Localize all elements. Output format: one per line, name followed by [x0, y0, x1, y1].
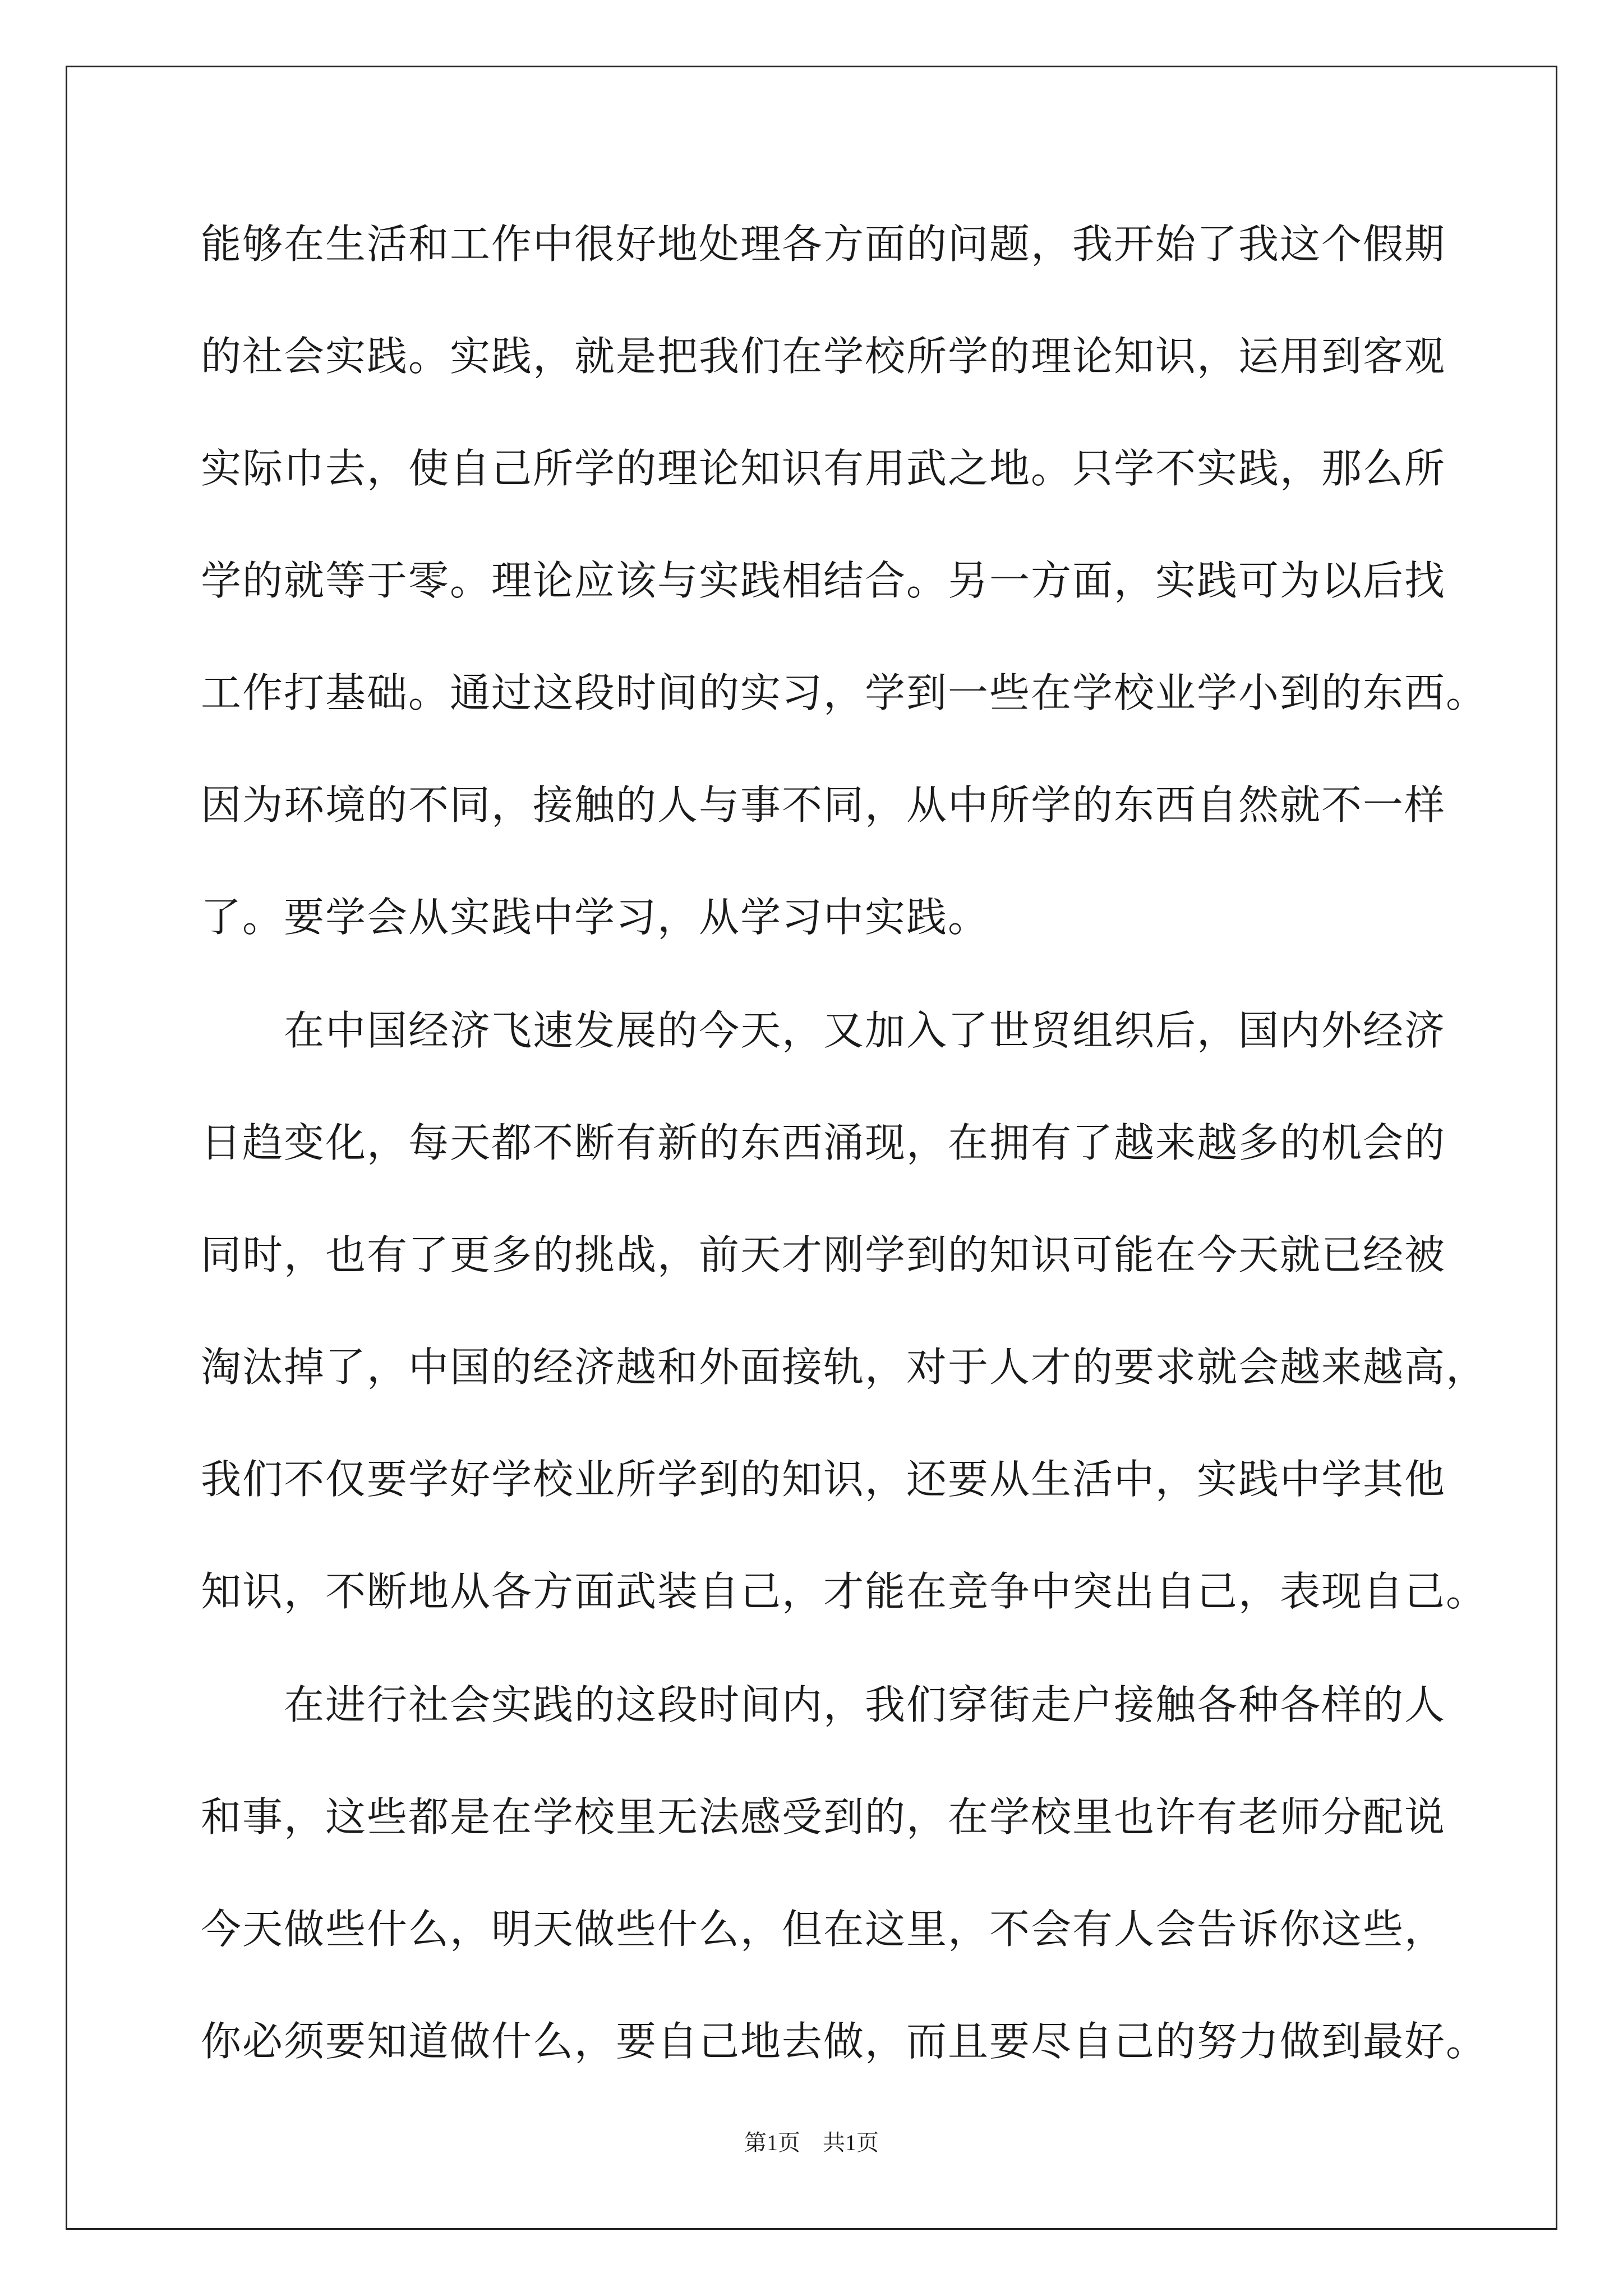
- text-line: 在中国经济飞速发展的今天，又加入了世贸组织后，国内外经济: [201, 1007, 1446, 1054]
- text-line: 工作打基础。通过这段时间的实习，学到一些在学校业学小到的东西。: [201, 669, 1488, 716]
- page-number: 第1页 共1页: [744, 2130, 879, 2155]
- text-line: 实际巾去，使自己所学的理论知识有用武之地。只学不实践，那么所: [201, 445, 1446, 492]
- text-line: 能够在生活和工作中很好地处理各方面的问题，我开始了我这个假期: [201, 220, 1446, 268]
- text-line: 了。要学会从实践中学习，从学习中实践。: [201, 894, 990, 941]
- text-line: 今天做些什么，明天做些什么，但在这里，不会有人会告诉你这些，: [201, 1906, 1446, 1953]
- text-line: 知识，不断地从各方面武装自己，才能在竞争中突出自己，表现自己。: [201, 1568, 1488, 1615]
- text-line: 淘汰掉了，中国的经济越和外面接轨，对于人才的要求就会越来越高，: [201, 1343, 1488, 1391]
- text-line: 日趋变化，每天都不断有新的东西涌现，在拥有了越来越多的机会的: [201, 1119, 1446, 1166]
- text-line: 你必须要知道做什么，要自己地去做，而且要尽自己的努力做到最好。: [201, 2018, 1488, 2065]
- text-line: 同时，也有了更多的挑战，前天才刚学到的知识可能在今天就已经被: [201, 1231, 1446, 1278]
- text-line: 在进行社会实践的这段时间内，我们穿街走户接触各种各样的人: [201, 1681, 1446, 1728]
- text-line: 和事，这些都是在学校里无法感受到的，在学校里也许有老师分配说: [201, 1793, 1446, 1841]
- text-line: 学的就等于零。理论应该与实践相结合。另一方面，实践可为以后找: [201, 557, 1446, 604]
- text-line: 因为环境的不同，接触的人与事不同，从中所学的东西自然就不一样: [201, 781, 1446, 829]
- text-line: 我们不仅要学好学校业所学到的知识，还要从生活中，实践中学其他: [201, 1456, 1446, 1503]
- text-line: 的社会实践。实践，就是把我们在学校所学的理论知识，运用到客观: [201, 333, 1446, 380]
